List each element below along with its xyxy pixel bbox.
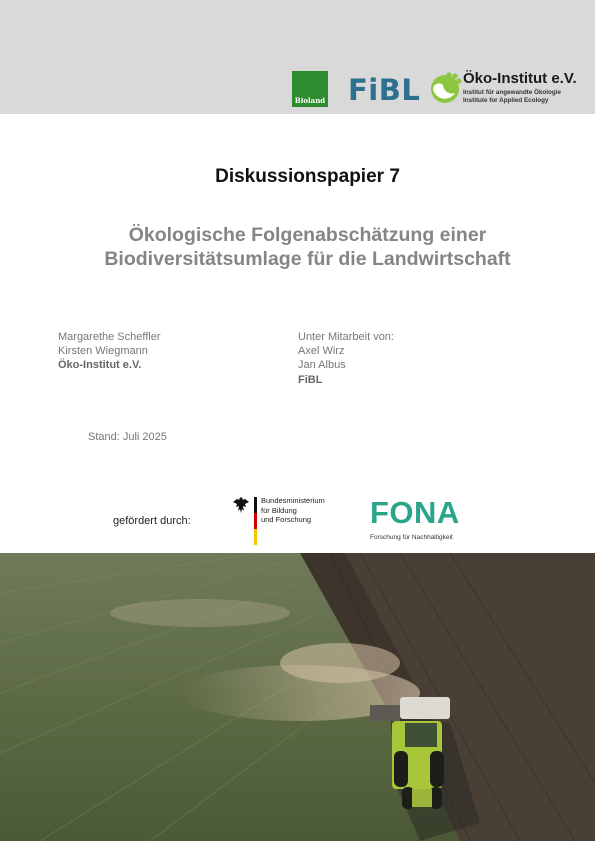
oeko-leaf-icon [429,71,463,105]
german-flag-stripe [254,497,257,545]
bmbf-line: Bundesministerium [261,496,325,505]
oeko-logo-subtitle [463,89,561,104]
document-title-line1: Ökologische Folgenabschätzung einer [128,224,487,246]
oeko-subtitle-de: Institut für angewandte Ökologie [463,89,561,96]
fibl-logo: FiBL [348,73,421,107]
bmbf-line: und Forschung [261,515,312,524]
document-title [0,223,595,271]
authors-column [58,330,161,373]
document-title-line2: Biodiversitätsumlage für die Landwirtschaft [104,248,511,270]
contributor-name: Axel Wirz [298,345,345,358]
document-label: Diskussionspapier 7 [215,166,400,187]
contributors-heading: Unter Mitarbeit von: [298,331,394,343]
funding-label: gefördert durch: [113,515,191,527]
bmbf-logo-text [261,496,325,525]
fona-tagline: Forschung für Nachhaltigkeit [370,534,453,541]
oeko-logo-title: Öko-Institut e.V. [463,70,577,87]
bmbf-line: für Bildung [261,505,297,515]
contributor-organization: FiBL [298,373,323,386]
author-organization: Öko-Institut e.V. [58,359,142,372]
federal-eagle-icon [232,496,250,514]
oeko-subtitle-en: Institute for Applied Ecology [463,96,549,104]
author-name: Kirsten Wiegmann [58,345,148,358]
fona-logo: FONA [370,495,460,530]
bioland-logo [292,71,328,107]
author-name: Margarethe Scheffler [58,331,161,343]
document-date: Stand: Juli 2025 [88,431,167,443]
contributors-column [298,330,394,387]
cover-photo-tractor-field [0,553,595,841]
bioland-logo-text: Bioland [294,96,326,105]
contributor-name: Jan Albus [298,359,346,372]
